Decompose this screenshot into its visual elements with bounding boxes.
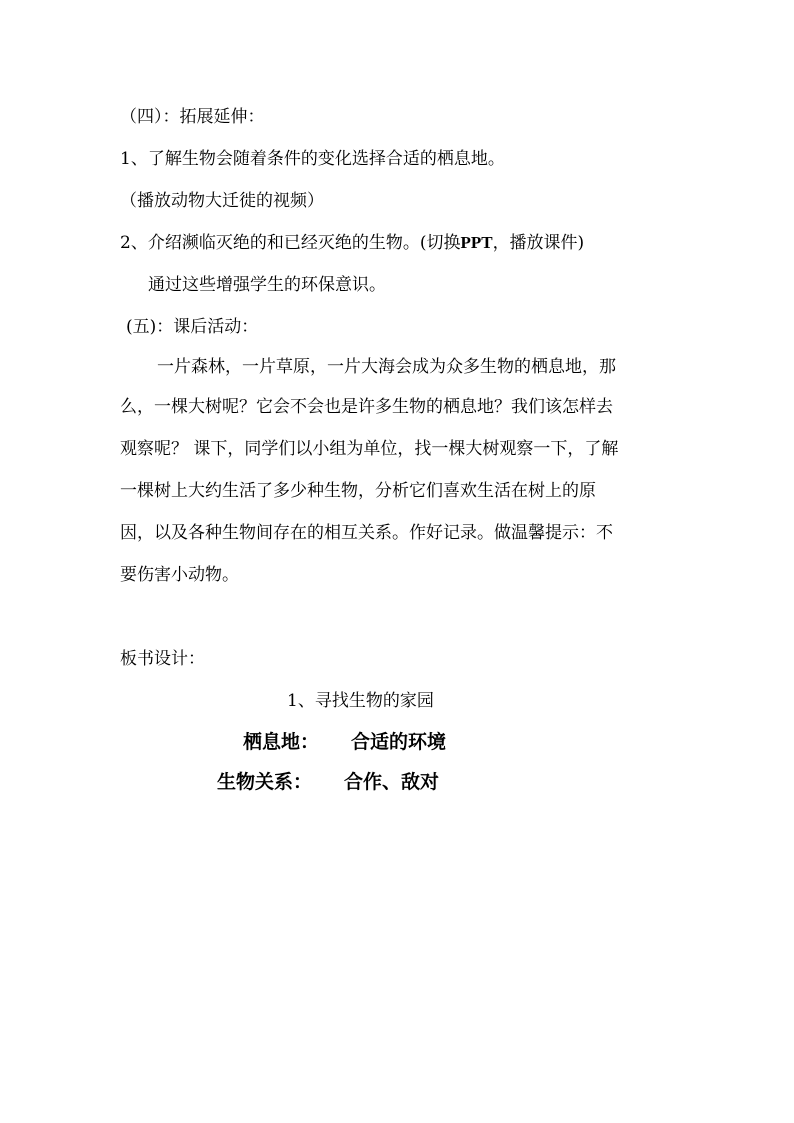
board-row-relations	[217, 771, 439, 793]
board-row-relations-term: 生物关系：	[217, 771, 313, 793]
board-row-relations-value: 合作、敌对	[344, 771, 440, 793]
section-4-item-2-suffix: ，播放课件)	[492, 233, 585, 253]
board-row-habitat	[243, 731, 446, 753]
board-row-habitat-term: 栖息地：	[243, 731, 320, 753]
board-heading: 板书设计：	[120, 649, 205, 669]
section-5-heading: (五)：课后活动：	[126, 317, 259, 337]
paragraph-line: 一片森林，一片草原，一片大海会成为众多生物的栖息地，那	[157, 357, 616, 377]
section-4-item-1: 1、了解生物会随着条件的变化选择合适的栖息地。	[120, 149, 505, 169]
paragraph-line: 观察呢？ 课下，同学们以小组为单位，找一棵大树观察一下，了解	[120, 439, 619, 459]
section-4-item-2	[120, 232, 584, 254]
board-row-habitat-value: 合适的环境	[351, 731, 447, 753]
paragraph-line: 要伤害小动物。	[120, 565, 239, 585]
section-4-item-1-note: （播放动物大迁徙的视频）	[120, 191, 324, 211]
paragraph-line: 一棵树上大约生活了多少种生物，分析它们喜欢生活在树上的原	[120, 481, 596, 501]
section-4-heading: （四）：拓展延伸：	[120, 107, 265, 127]
section-4-item-2-prefix: 2、介绍濒临灭绝的和已经灭绝的生物。(切换	[120, 233, 461, 253]
paragraph-line: 么，一棵大树呢？它会不会也是许多生物的栖息地？我们该怎样去	[120, 397, 613, 417]
section-4-item-2-ppt: PPT	[460, 233, 493, 252]
paragraph-line: 因，以及各种生物间存在的相互关系。作好记录。做温馨提示：不	[120, 523, 613, 543]
board-title: 1、寻找生物的家园	[287, 691, 434, 711]
section-4-item-2-note: 通过这些增强学生的环保意识。	[148, 275, 386, 295]
